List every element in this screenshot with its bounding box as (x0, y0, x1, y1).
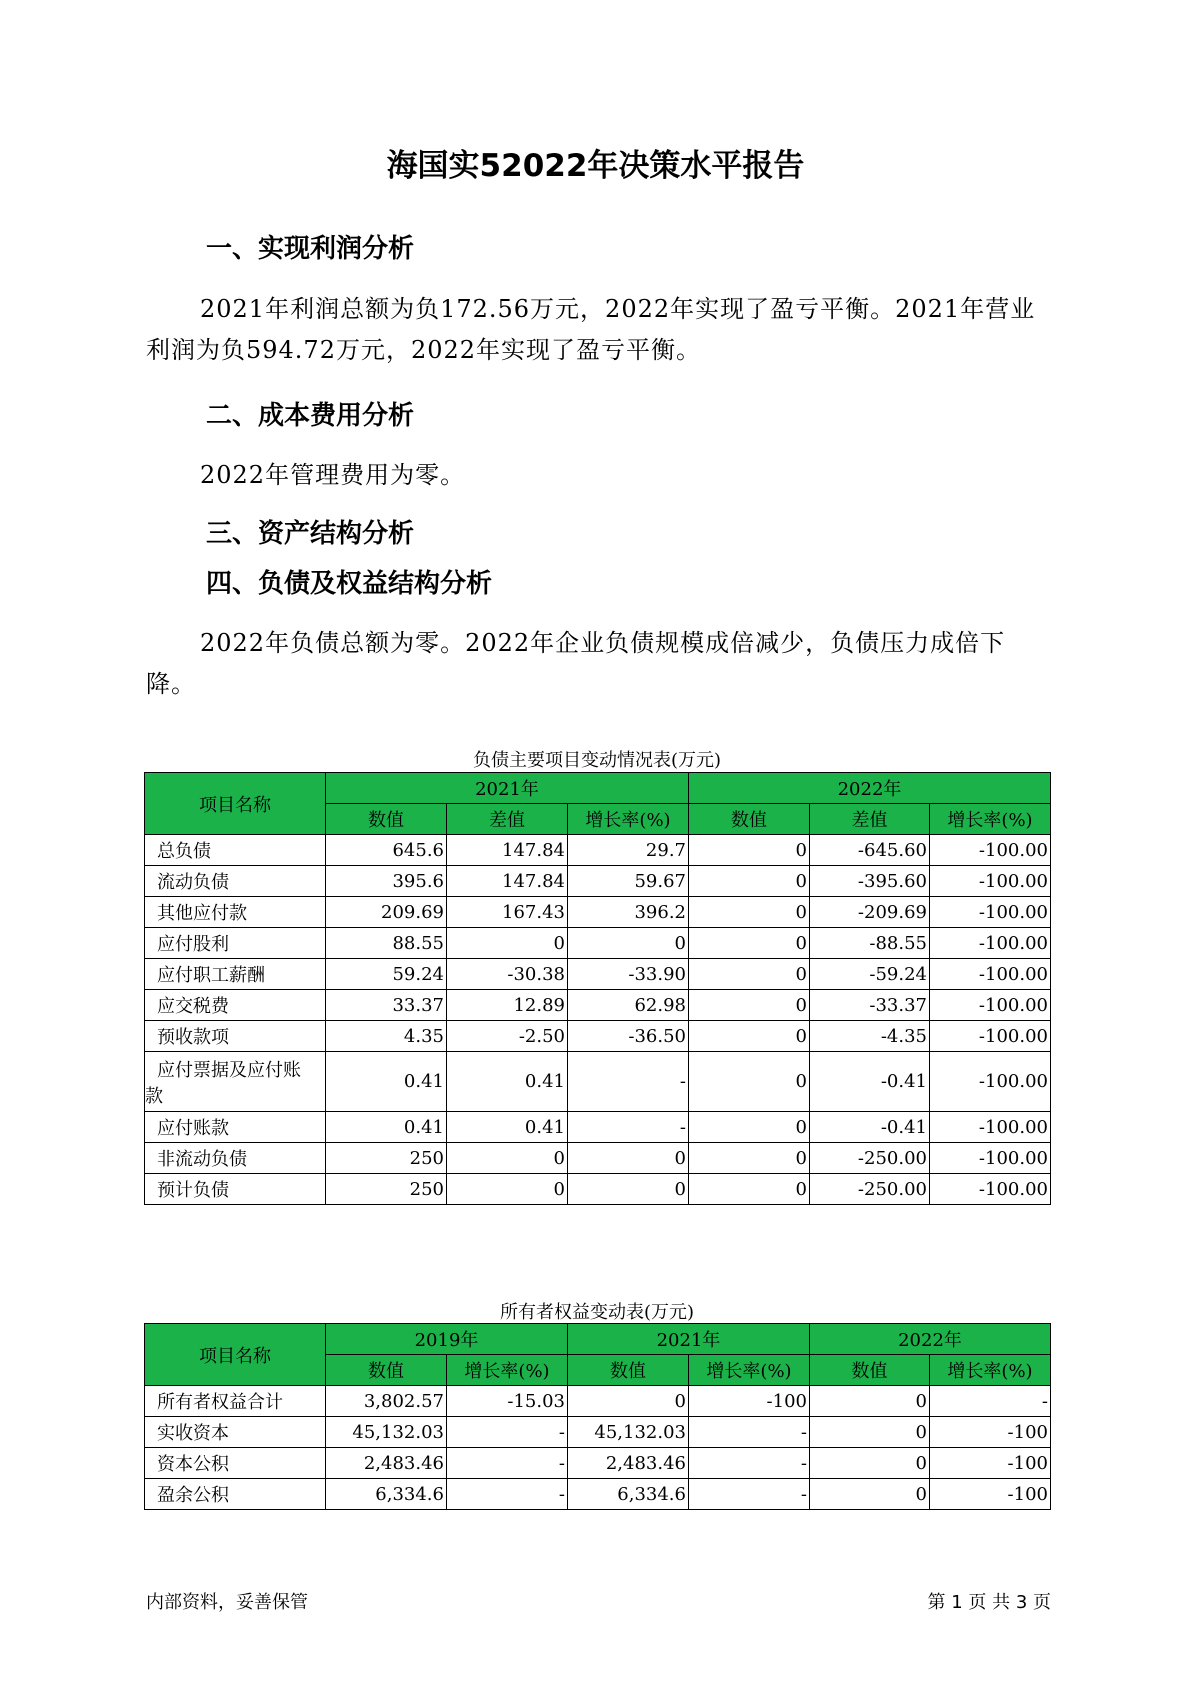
table1-row-name-line: 应付票据及应付账 (157, 1059, 301, 1081)
table2-cell: - (447, 1479, 568, 1510)
table2-col-header: 数值 (568, 1355, 689, 1386)
table1-cell: 0 (568, 1174, 689, 1205)
table1-cell: -100.00 (930, 866, 1051, 897)
table1-cell: -100.00 (930, 1021, 1051, 1052)
table1-cell: -250.00 (810, 1174, 930, 1205)
table1-year-header: 2022年 (689, 773, 1051, 804)
section-text-profit: 2021年利润总额为负172.56万元，2022年实现了盈亏平衡。2021年营业利润为负594.72万元，2022年实现了盈亏平衡。 (146, 295, 1036, 364)
table1-col-header: 差值 (810, 804, 930, 835)
table1-cell: 0 (689, 1021, 810, 1052)
table1-col-header: 增长率(%) (930, 804, 1051, 835)
table1-row (145, 1052, 1051, 1112)
table2-cell: -15.03 (447, 1386, 568, 1417)
table1-row (145, 866, 1051, 897)
table1-cell: 29.7 (568, 835, 689, 866)
table1-cell: 645.6 (326, 835, 447, 866)
table1-row-name: 总负债 (145, 835, 326, 866)
table1-cell: 4.35 (326, 1021, 447, 1052)
table1-cell: 147.84 (447, 866, 568, 897)
table1-cell: 0 (568, 928, 689, 959)
table1-cell: -88.55 (810, 928, 930, 959)
table1-cell: -100.00 (930, 897, 1051, 928)
table1-cell: 0 (689, 866, 810, 897)
footer-confidential: 内部资料，妥善保管 (146, 1592, 308, 1613)
table1-cell: - (568, 1052, 689, 1112)
section-heading-cost: 二、成本费用分析 (206, 401, 415, 431)
table1-cell: 395.6 (326, 866, 447, 897)
table1-row-name: 预计负债 (145, 1174, 326, 1205)
page-title: 海国实52022年决策水平报告 (386, 148, 805, 184)
table2-row-name: 资本公积 (145, 1448, 326, 1479)
table1-cell: -100.00 (930, 1112, 1051, 1143)
table1-row-name: 非流动负债 (145, 1143, 326, 1174)
table1-row-name: 流动负债 (145, 866, 326, 897)
table2-row (145, 1448, 1051, 1479)
table1-cell: 0 (568, 1143, 689, 1174)
table1-cell: -395.60 (810, 866, 930, 897)
table1-cell: 59.24 (326, 959, 447, 990)
table2-col-header: 增长率(%) (930, 1355, 1051, 1386)
table1-cell: -100.00 (930, 1052, 1051, 1112)
table1-cell: 0.41 (447, 1112, 568, 1143)
table2-cell: 0 (810, 1417, 930, 1448)
table1-cell: 0 (689, 1143, 810, 1174)
table2-cell: 6,334.6 (568, 1479, 689, 1510)
table1-cell: 147.84 (447, 835, 568, 866)
table2-name-header: 项目名称 (145, 1324, 326, 1386)
table1-row (145, 897, 1051, 928)
table1-col-header: 增长率(%) (568, 804, 689, 835)
table1-cell: - (568, 1112, 689, 1143)
table1-cell: -100.00 (930, 1143, 1051, 1174)
table1-cell: -645.60 (810, 835, 930, 866)
section-text-liabilities: 2022年负债总额为零。2022年企业负债规模成倍减少，负债压力成倍下降。 (146, 629, 1006, 698)
table1-cell: 0 (689, 897, 810, 928)
table2-row (145, 1386, 1051, 1417)
table1-col-header: 数值 (326, 804, 447, 835)
table2-cell: -100 (930, 1417, 1051, 1448)
table1-cell: 0 (689, 959, 810, 990)
table2-cell: 2,483.46 (326, 1448, 447, 1479)
table2-col-header: 增长率(%) (689, 1355, 810, 1386)
table1-cell: -0.41 (810, 1052, 930, 1112)
table1-row (145, 928, 1051, 959)
table2-cell: - (689, 1479, 810, 1510)
table1-row (145, 1021, 1051, 1052)
table1-cell: -4.35 (810, 1021, 930, 1052)
table1-row-name (145, 1052, 326, 1112)
table2-year-header: 2022年 (810, 1324, 1051, 1355)
table2-row-name: 所有者权益合计 (145, 1386, 326, 1417)
table2-cell: - (689, 1448, 810, 1479)
table2-cell: 45,132.03 (568, 1417, 689, 1448)
section-heading-assets: 三、资产结构分析 (206, 519, 415, 549)
table1-cell: 209.69 (326, 897, 447, 928)
table1-cell: 0 (689, 835, 810, 866)
table1-cell: 0 (689, 928, 810, 959)
table1-col-header: 数值 (689, 804, 810, 835)
table1-row (145, 1143, 1051, 1174)
table1-row (145, 990, 1051, 1021)
table1-row-name: 其他应付款 (145, 897, 326, 928)
table2-caption: 所有者权益变动表(万元) (499, 1302, 695, 1323)
section-heading-liabilities: 四、负债及权益结构分析 (206, 569, 493, 599)
table1-cell: 0 (689, 1174, 810, 1205)
table2-cell: 3,802.57 (326, 1386, 447, 1417)
table1-row-name: 应付职工薪酬 (145, 959, 326, 990)
table1-cell: 0 (689, 1112, 810, 1143)
table1-cell: -100.00 (930, 928, 1051, 959)
table1-row-name: 预收款项 (145, 1021, 326, 1052)
table1-row (145, 1174, 1051, 1205)
table1-cell: 396.2 (568, 897, 689, 928)
table2-col-header: 数值 (810, 1355, 930, 1386)
table2-cell: 0 (810, 1479, 930, 1510)
table1-cell: -36.50 (568, 1021, 689, 1052)
table1-cell: -0.41 (810, 1112, 930, 1143)
table2-cell: -100 (930, 1479, 1051, 1510)
table1-row-name-line: 款 (145, 1085, 163, 1107)
table2-cell: -100 (689, 1386, 810, 1417)
table1-row (145, 959, 1051, 990)
table1-cell: 0.41 (326, 1052, 447, 1112)
footer-page-number: 第 1 页 共 3 页 (927, 1592, 1051, 1613)
table2-cell: - (447, 1417, 568, 1448)
table1-cell: -250.00 (810, 1143, 930, 1174)
table2-cell: - (930, 1386, 1051, 1417)
liabilities-table (144, 772, 1051, 1205)
table1-cell: 0.41 (326, 1112, 447, 1143)
table1-year-header: 2021年 (326, 773, 689, 804)
table1-cell: -100.00 (930, 835, 1051, 866)
table2-row-name: 实收资本 (145, 1417, 326, 1448)
table2-cell: - (447, 1448, 568, 1479)
table1-col-header: 差值 (447, 804, 568, 835)
table1-cell: 250 (326, 1143, 447, 1174)
table1-cell: -100.00 (930, 959, 1051, 990)
table1-cell: 33.37 (326, 990, 447, 1021)
table1-row (145, 1112, 1051, 1143)
table1-row-name: 应付账款 (145, 1112, 326, 1143)
table1-cell: -33.37 (810, 990, 930, 1021)
table1-cell: -2.50 (447, 1021, 568, 1052)
table1-cell: 167.43 (447, 897, 568, 928)
table2-col-header: 数值 (326, 1355, 447, 1386)
table1-cell: 62.98 (568, 990, 689, 1021)
table1-cell: -100.00 (930, 1174, 1051, 1205)
table1-cell: 0 (447, 928, 568, 959)
table2-year-header: 2019年 (326, 1324, 568, 1355)
table1-cell: 0 (447, 1174, 568, 1205)
table2-cell: 2,483.46 (568, 1448, 689, 1479)
table1-cell: 0 (689, 990, 810, 1021)
equity-table (144, 1323, 1051, 1510)
table1-caption: 负债主要项目变动情况表(万元) (472, 750, 722, 771)
section-text-cost: 2022年管理费用为零。 (200, 461, 466, 489)
table1-cell: -209.69 (810, 897, 930, 928)
table1-cell: 250 (326, 1174, 447, 1205)
table2-cell: 0 (568, 1386, 689, 1417)
table1-cell: 0 (689, 1052, 810, 1112)
table1-name-header: 项目名称 (145, 773, 326, 835)
table1-cell: -100.00 (930, 990, 1051, 1021)
table2-cell: 45,132.03 (326, 1417, 447, 1448)
table1-cell: 12.89 (447, 990, 568, 1021)
table2-cell: 0 (810, 1448, 930, 1479)
table1-cell: -30.38 (447, 959, 568, 990)
table1-cell: 88.55 (326, 928, 447, 959)
table1-row (145, 835, 1051, 866)
table1-row-name: 应交税费 (145, 990, 326, 1021)
table2-cell: 6,334.6 (326, 1479, 447, 1510)
table1-cell: -33.90 (568, 959, 689, 990)
section-heading-profit: 一、实现利润分析 (206, 234, 415, 264)
table1-cell: 0 (447, 1143, 568, 1174)
table2-col-header: 增长率(%) (447, 1355, 568, 1386)
table1-cell: 0.41 (447, 1052, 568, 1112)
table1-cell: -59.24 (810, 959, 930, 990)
table2-row (145, 1479, 1051, 1510)
table2-year-header: 2021年 (568, 1324, 810, 1355)
table1-row-name: 应付股利 (145, 928, 326, 959)
table2-cell: - (689, 1417, 810, 1448)
table2-cell: 0 (810, 1386, 930, 1417)
table2-row (145, 1417, 1051, 1448)
table2-row-name: 盈余公积 (145, 1479, 326, 1510)
table1-cell: 59.67 (568, 866, 689, 897)
table2-cell: -100 (930, 1448, 1051, 1479)
